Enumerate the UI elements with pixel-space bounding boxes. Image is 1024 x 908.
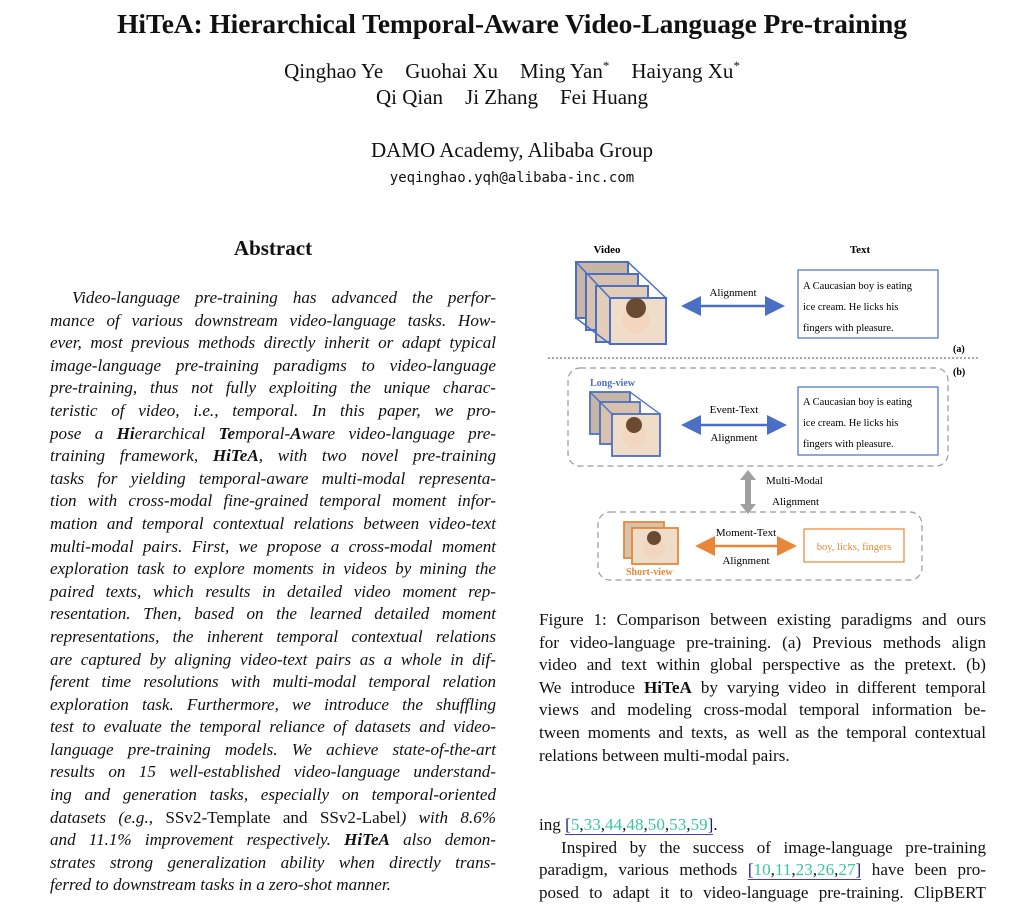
abstract-line: Video-language pre-training has advanced the perfor-	[72, 288, 496, 307]
figure-1	[540, 236, 986, 586]
video-stack-long	[590, 392, 660, 456]
bracket: [	[565, 815, 571, 834]
text-box-a-line-3: fingers with pleasure.	[803, 323, 894, 334]
abstract-line: are captured by aligning video-text pairs as a whole in dif-	[50, 649, 496, 669]
caption-line: views and modeling cross-modal temporal information be-	[539, 700, 986, 720]
abstract-line: resentation. Then, based on the learned detailed moment	[50, 604, 496, 624]
author-3: Haiyang Xu*	[631, 58, 740, 83]
author-row2-0: Qi Qian	[375, 85, 444, 109]
abstract-line: training framework, HiTeA, with two novel pre-training	[50, 446, 496, 466]
text-box-b-line-1: A Caucasian boy is eating	[803, 397, 913, 408]
abstract-line: and 11.1% improvement respectively. HiTeA also demon-	[50, 830, 496, 850]
caption-line: video and text within global perspective as the pretext. (b)	[539, 655, 986, 675]
multi-modal-arrow	[740, 470, 756, 514]
citation-link[interactable]: 10	[753, 860, 771, 880]
event-alignment-label: Alignment	[710, 432, 758, 444]
label-a: (a)	[953, 344, 965, 355]
bracket: ]	[707, 815, 714, 834]
alignment-label-a: Alignment	[709, 287, 757, 299]
abstract-line: ever, most previous methods directly inherit or adapt typical	[50, 333, 496, 353]
text-box-b-line-2: ice cream. He licks his	[803, 418, 899, 429]
text-box-b-line-3: fingers with pleasure.	[803, 439, 894, 450]
right-column-body	[539, 814, 986, 904]
bold-text: HiTeA	[644, 677, 692, 697]
abstract-line: teristic of video, i.e., temporal. In this paper, we pro-	[50, 400, 496, 420]
abstract-heading: Abstract	[233, 236, 313, 260]
body-line-2: Inspired by the success of image-language pre-training	[561, 837, 986, 857]
bold-text: HiTeA	[344, 830, 390, 850]
multi-modal-alignment-label: Alignment	[772, 496, 820, 508]
abstract-line: pose a Hierarchical Temporal-Aware video-language pre-	[50, 423, 497, 443]
abstract-line: mance of various downstream video-language tasks. How-	[50, 310, 496, 330]
citation-group: [10,11,23,26,27]	[747, 860, 862, 880]
citation-link[interactable]: 23	[795, 860, 813, 880]
caption-line: for video-language pre-training. (a) Previous methods align	[539, 632, 986, 652]
abstract-body	[50, 287, 496, 897]
citation-link[interactable]: 59	[690, 815, 708, 834]
abstract-line: tion with cross-modal fine-grained temporal moment infor-	[50, 491, 496, 511]
citation-link[interactable]: 50	[647, 815, 665, 834]
figure-caption	[539, 609, 986, 767]
caption-line: tween moments and texts, as well as the temporal contextual	[539, 722, 986, 742]
citation-link[interactable]: 26	[817, 860, 835, 880]
author-0: Qinghao Ye	[284, 59, 384, 83]
body-line-4: posed to adapt it to video-language pre-training. ClipBERT	[539, 882, 986, 902]
citation-link[interactable]: 53	[669, 815, 687, 834]
author-1: Guohai Xu	[405, 59, 498, 83]
moment-alignment-label: Alignment	[722, 555, 770, 567]
author-2: Ming Yan*	[520, 58, 610, 83]
caption-line: relations between multi-modal pairs.	[539, 745, 790, 765]
affiliation: DAMO Academy, Alibaba Group	[370, 138, 654, 162]
authors-row-1	[0, 58, 1024, 84]
abstract-line: ferent time resolutions with multi-modal temporal relation	[50, 672, 496, 692]
abstract-line: ferred to downstream tasks in a zero-shot manner.	[50, 875, 391, 895]
abstract-line: exploration task to explore moments in videos by mining the	[50, 559, 496, 579]
abstract-line: pre-training, thus not fully exploiting the unique charac-	[50, 378, 496, 398]
bold-text: Te	[218, 423, 236, 443]
citation-group: [5,33,44,48,50,53,59]	[565, 815, 714, 834]
event-text-label: Event-Text	[709, 404, 759, 416]
abstract-line: paired texts, which results in detailed video moment rep-	[50, 581, 496, 601]
citation-link[interactable]: 27	[838, 860, 856, 880]
abstract-line: ing and generation tasks, especially on temporal-oriented	[50, 785, 496, 805]
abstract-line: test to evaluate the temporal reliance of datasets and video-	[50, 717, 496, 737]
video-header: Video	[593, 244, 621, 256]
long-view-label: Long-view	[590, 378, 635, 389]
citation-link[interactable]: 5	[570, 815, 580, 834]
moment-text-label: Moment-Text	[715, 527, 777, 539]
paper-title: HiTeA: Hierarchical Temporal-Aware Video-Language Pre-training	[117, 8, 907, 39]
keywords-text: boy, licks, fingers	[816, 542, 892, 553]
caption-line: Figure 1: Comparison between existing paradigms and ours	[539, 610, 986, 629]
caption-line: We introduce HiTeA by varying video in different temporal	[539, 677, 987, 697]
bracket: [	[747, 860, 754, 880]
text-header: Text	[849, 244, 871, 256]
abstract-line: tasks for yielding temporal-aware multi-modal representa-	[50, 468, 496, 488]
bracket: ]	[855, 860, 862, 880]
abstract-line: datasets (e.g., SSv2-Template and SSv2-Label) with 8.6%	[50, 807, 496, 827]
body-line-1: ing [5,33,44,48,50,53,59].	[539, 815, 718, 834]
author-row2-2: Fei Huang	[559, 85, 649, 109]
abstract-line: strates strong generalization ability when directly trans-	[50, 852, 496, 872]
corresponding-mark: *	[733, 58, 740, 73]
video-stack-a	[576, 262, 666, 344]
abstract-line: multi-modal pairs. First, we propose a cross-modal moment	[50, 536, 496, 556]
bold-text: A	[290, 423, 302, 443]
video-stack-short	[624, 522, 678, 564]
abstract-line: representations, the inherent temporal contextual relations	[50, 626, 496, 646]
author-row2-1: Ji Zhang	[465, 85, 538, 109]
abstract-line: mation and temporal contextual relations between video-text	[50, 513, 496, 533]
body-line-3: paradigm, various methods [10,11,23,26,27] have been pro-	[539, 860, 986, 880]
corresponding-mark: *	[602, 58, 610, 73]
bold-text: Hi	[116, 423, 135, 443]
abstract-line: exploration task. Furthermore, we introduce the shuffling	[50, 694, 496, 714]
upright-text: SSv2-Template and SSv2-Label	[165, 807, 401, 827]
text-box-a-line-1: A Caucasian boy is eating	[803, 281, 913, 292]
citation-link[interactable]: 11	[774, 860, 792, 880]
email[interactable]: yeqinghao.yqh@alibaba-inc.com	[389, 170, 635, 186]
citation-link[interactable]: 33	[583, 815, 601, 834]
label-b: (b)	[953, 367, 966, 378]
multi-modal-label: Multi-Modal	[766, 475, 823, 487]
authors-row-2	[0, 85, 1024, 110]
abstract-line: image-language pre-training paradigms to video-language	[50, 355, 496, 375]
citation-link[interactable]: 44	[605, 815, 623, 834]
short-view-label: Short-view	[626, 567, 673, 578]
bold-text: HiTeA	[212, 446, 259, 466]
abstract-line: language pre-training models. We achieve state-of-the-art	[50, 739, 496, 759]
citation-link[interactable]: 48	[626, 815, 644, 834]
abstract-line: results on 15 well-established video-language understand-	[50, 762, 496, 782]
text-box-a-line-2: ice cream. He licks his	[803, 302, 899, 313]
